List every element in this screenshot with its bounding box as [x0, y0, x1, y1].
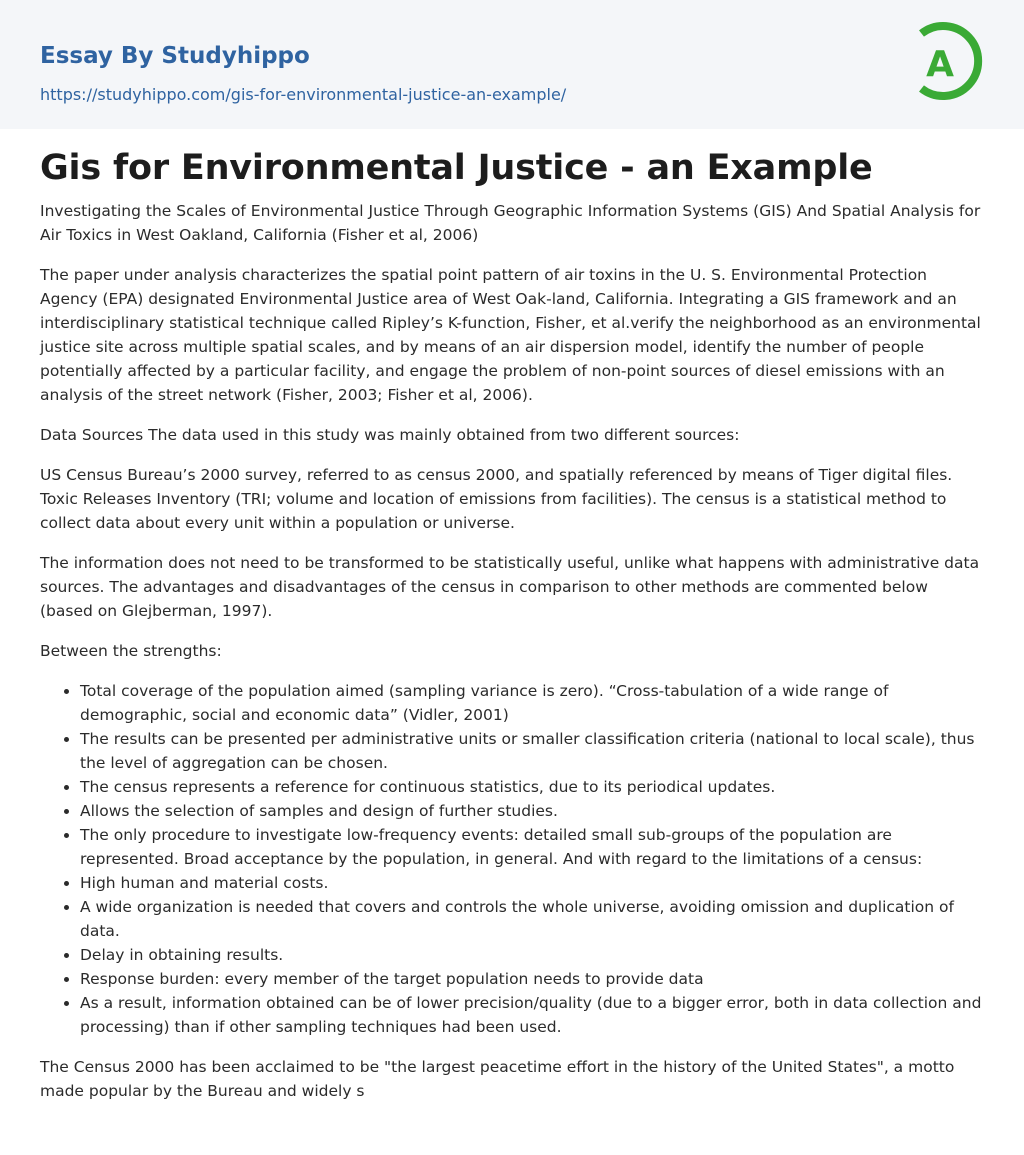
- paragraph-census: US Census Bureau’s 2000 survey, referred to as census 2000, and spatially referenced by means of Tiger digital files. Toxic Releases Inventory (TRI; volume and location of emissions from facilities). The census is a statistical method to collect data about every unit within a population or universe.: [40, 466, 953, 532]
- studyhippo-logo-icon[interactable]: [913, 20, 985, 104]
- list-item: • High human and material costs.: [80, 871, 984, 895]
- list-item: • Response burden: every member of the target population needs to provide data: [80, 967, 984, 991]
- brand-title[interactable]: Essay By Studyhippo: [40, 43, 310, 69]
- paragraph-data-sources: Data Sources The data used in this study was mainly obtained from two different sources:: [40, 426, 740, 444]
- strengths-list: [40, 679, 984, 1039]
- list-item: • Allows the selection of samples and design of further studies.: [80, 799, 984, 823]
- paragraph-strengths-intro: Between the strengths:: [40, 642, 222, 660]
- essay-url-link[interactable]: https://studyhippo.com/gis-for-environmental-justice-an-example/: [40, 85, 567, 104]
- list-item: • The census represents a reference for continuous statistics, due to its periodical updates.: [80, 775, 984, 799]
- logo-letter: A: [926, 44, 954, 85]
- list-item: • As a result, information obtained can be of lower precision/quality (due to a bigger error, both in data collection and processing) than if other sampling techniques had been used.: [80, 991, 984, 1039]
- paragraph-closing: The Census 2000 has been acclaimed to be "the largest peacetime effort in the history of the United States", a motto made popular by the Bureau and widely s: [40, 1058, 955, 1100]
- list-item: • Delay in obtaining results.: [80, 943, 984, 967]
- list-item: • The results can be presented per administrative units or smaller classification criteria (national to local scale), thus the level of aggregation can be chosen.: [80, 727, 984, 775]
- article-subtitle: Investigating the Scales of Environmental Justice Through Geographic Information Systems (GIS) And Spatial Analysis for Air Toxics in West Oakland, California (Fisher et al, 2006): [40, 202, 981, 244]
- list-item: • Total coverage of the population aimed (sampling variance is zero). “Cross-tabulation of a wide range of demographic, social and economic data” (Vidler, 2001): [80, 679, 984, 727]
- paragraph-information: The information does not need to be transformed to be statistically useful, unlike what happens with administrative data sources. The advantages and disadvantages of the census in comparison to other methods are commented below (based on Glejberman, 1997).: [40, 554, 980, 620]
- list-item: • A wide organization is needed that covers and controls the whole universe, avoiding omission and duplication of data.: [80, 895, 984, 943]
- paragraph-summary: The paper under analysis characterizes the spatial point pattern of air toxins in the U. S. Environmental Protection Agency (EPA) designated Environmental Justice area of West Oak-land, California. Integrating a GIS framework and an interdisciplinary statistical technique called Ripley’s K-function, Fisher, et al.verify the neighborhood as an environmental justice site across multiple spatial scales, and by means of an air dispersion model, identify the number of people potentially affected by a particular facility, and engage the problem of non-point sources of diesel emissions with an analysis of the street network (Fisher, 2003; Fisher et al, 2006).: [40, 266, 981, 404]
- page-title: Gis for Environmental Justice - an Example: [40, 148, 873, 188]
- site-header: [0, 0, 1024, 129]
- list-item: • The only procedure to investigate low-frequency events: detailed small sub-groups of the population are represented. Broad acceptance by the population, in general. And with regard to the limitations of a census:: [80, 823, 984, 871]
